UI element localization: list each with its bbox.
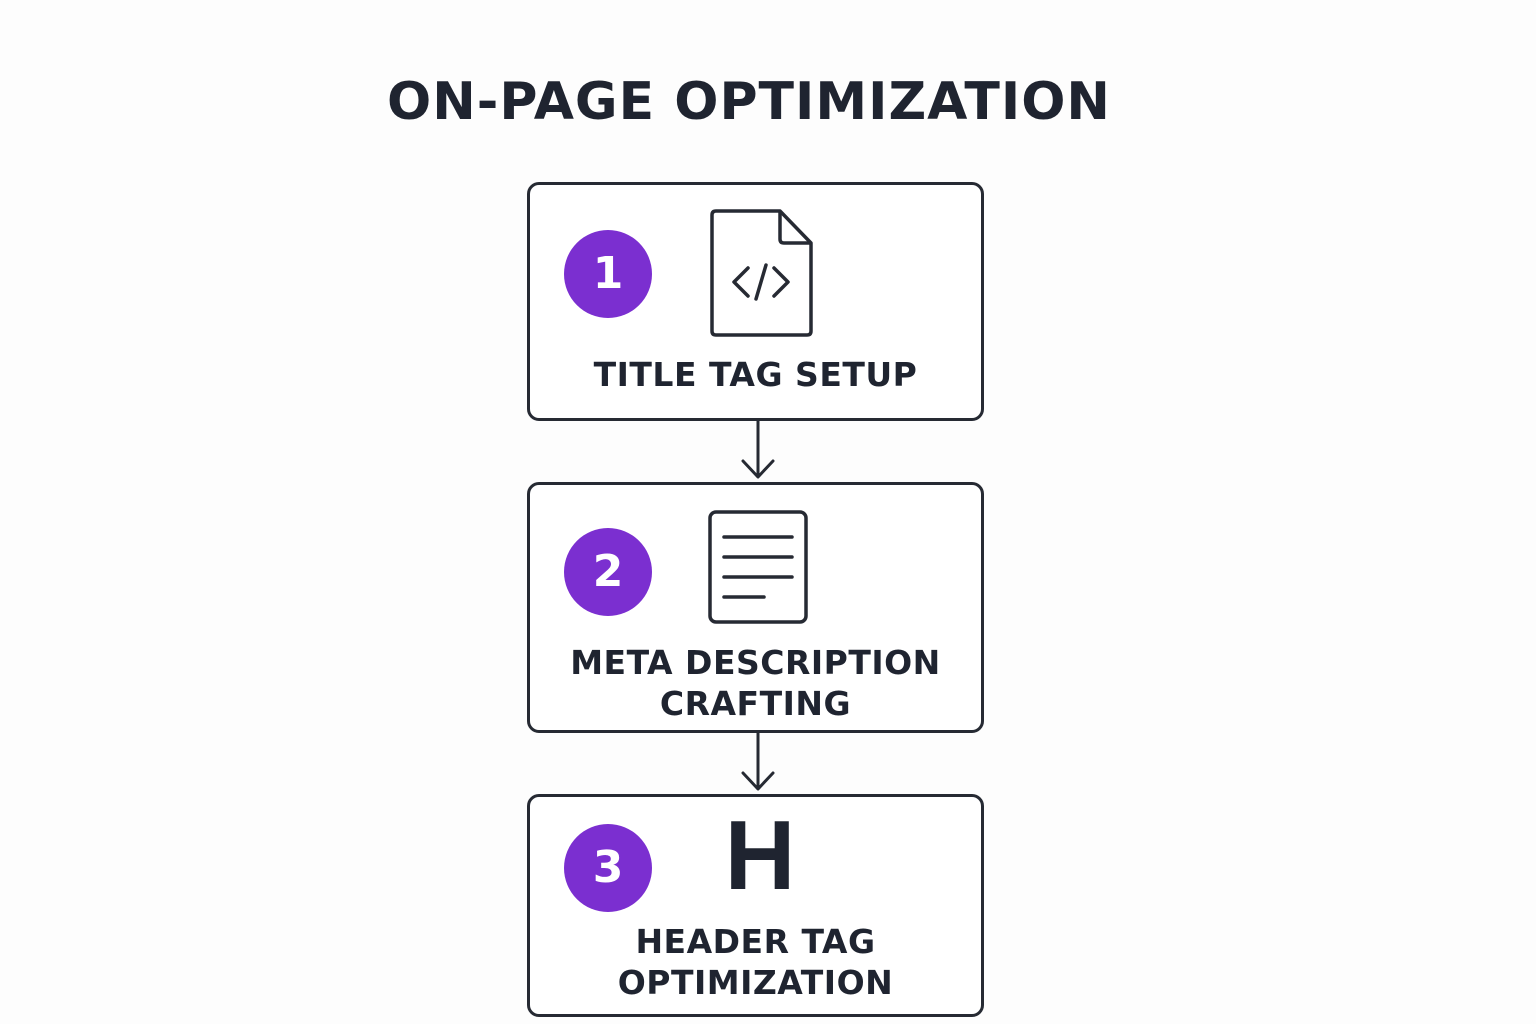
step-card-meta-description xyxy=(527,482,984,733)
header-h-icon: H xyxy=(724,800,796,910)
step-card-header-tag xyxy=(527,794,984,1017)
document-lines-icon xyxy=(706,509,810,625)
code-file-icon xyxy=(706,207,816,339)
step-number-badge: 1 xyxy=(564,230,652,318)
step-label xyxy=(530,354,981,395)
step-label-line: META DESCRIPTION xyxy=(570,643,941,682)
page-title: ON-PAGE OPTIMIZATION xyxy=(387,72,1111,132)
step-label-line: OPTIMIZATION xyxy=(617,963,894,1002)
step-number-badge: 3 xyxy=(564,824,652,912)
step-label-line: HEADER TAG xyxy=(635,922,876,961)
step-number-badge: 2 xyxy=(564,528,652,616)
step-card-title-tag xyxy=(527,182,984,421)
down-arrow-icon xyxy=(740,733,776,794)
step-label xyxy=(530,921,981,1003)
step-label-line: TITLE TAG SETUP xyxy=(593,355,918,394)
step-label xyxy=(530,642,981,724)
step-label-line: CRAFTING xyxy=(659,684,852,723)
down-arrow-icon xyxy=(740,421,776,482)
